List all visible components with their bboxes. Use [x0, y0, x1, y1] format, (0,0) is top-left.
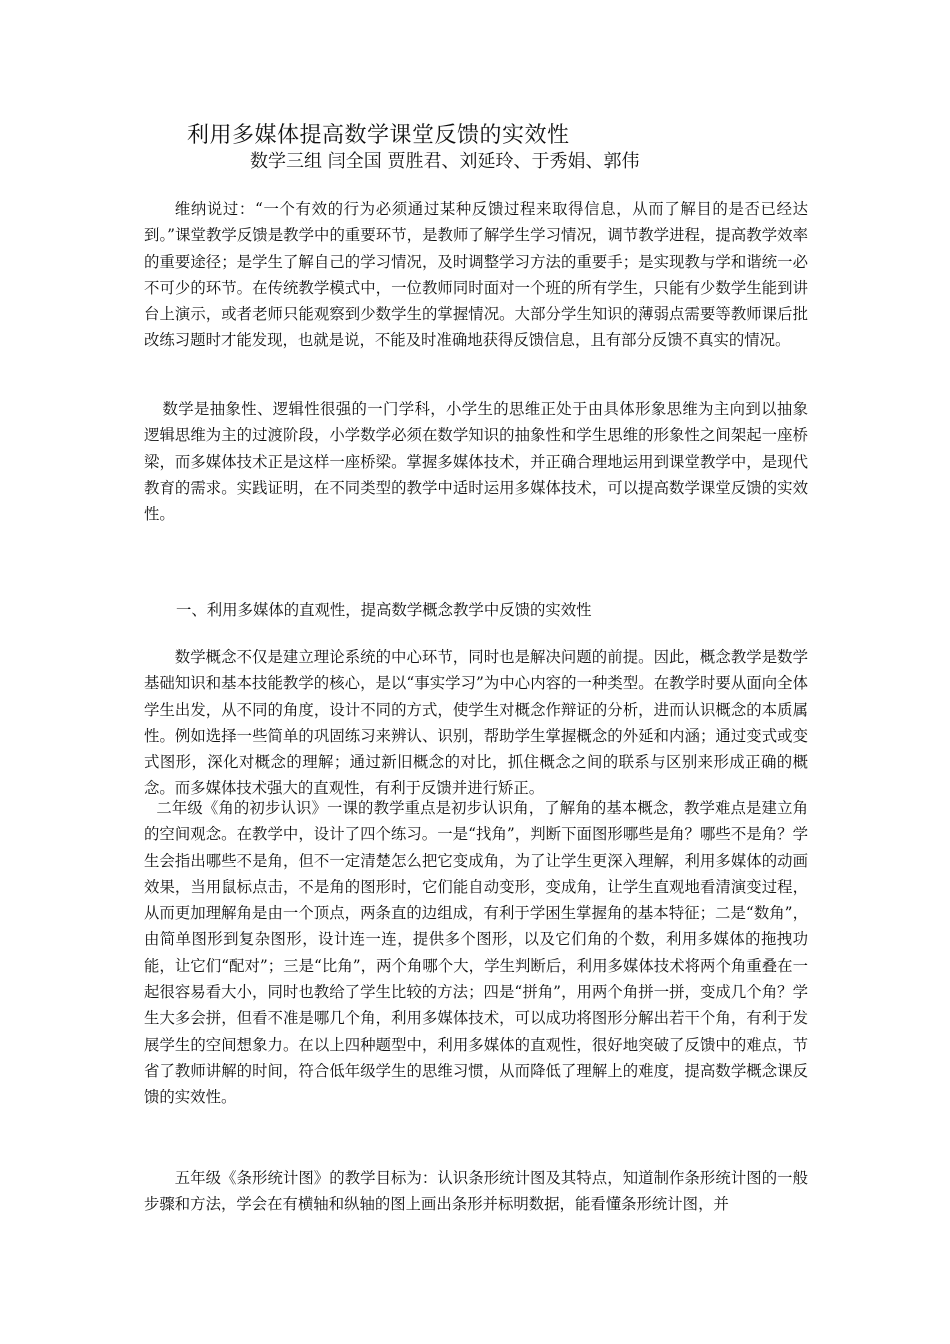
section1-paragraph-2: 二年级《角的初步认识》一课的教学重点是初步认识角，了解角的基本概念，教学难点是建立角的空间观念。在教学中，设计了四个练习。一是“找角”，判断下面图形哪些是角？哪些不是角？学生会指出哪些不是角，但不一定清楚怎么把它变成角，为了让学生更深入理解，利用多媒体的动画效果，当用鼠标点击，不是角的图形时，它们能自动变形，变成角，让学生直观地看清演变过程，从而更加理解角是由一个顶点，两条直的边组成，有利于学困生掌握角的基本特征；二是“数角”，由简单图形到复杂图形，设计连一连，提供多个图形，以及它们角的个数，利用多媒体的拖拽功能，让它们“配对”；三是“比角”，两个角哪个大，学生判断后，利用多媒体技术将两个角重叠在一起很容易看大小，同时也教给了学生比较的方法；四是“拼角”，用两个角拼一拼，变成几个角？学生大多会拼，但看不准是哪几个角，利用多媒体技术，可以成功将图形分解出若干个角，有利于发展学生的空间想象力。在以上四种题型中，利用多媒体的直观性，很好地突破了反馈中的难点，节省了教师讲解的时间，符合低年级学生的思维习惯，从而降低了理解上的难度，提高数学概念课反馈的实效性。: [144, 799, 808, 1107]
document-title: 利用多媒体提高数学课堂反馈的实效性: [187, 123, 570, 148]
intro-paragraph-2: 数学是抽象性、逻辑性很强的一门学科，小学生的思维正处于由具体形象思维为主向到以抽象逻辑思维为主的过渡阶段，小学数学必须在数学知识的抽象性和学生思维的形象性之间架起一座桥梁，而多媒体技术正是这样一座桥梁。掌握多媒体技术，并正确合理地运用到课堂教学中，是现代教育的需求。实践证明，在不同类型的教学中适时运用多媒体技术，可以提高数学课堂反馈的实效性。: [144, 400, 808, 524]
intro-paragraph-1: 维纳说过：“一个有效的行为必须通过某种反馈过程来取得信息，从而了解目的是否已经达到。”课堂教学反馈是教学中的重要环节，是教师了解学生学习情况，调节教学进程，提高教学效率的重要途径；是学生了解自己的学习情况，及时调整学习方法的重要手；是实现教与学和谐统一必不可少的环节。在传统教学模式中，一位教师同时面对一个班的所有学生，只能有少数学生能到讲台上演示，或者老师只能观察到少数学生的掌握情况。大部分学生知识的薄弱点需要等教师课后批改练习题时才能发现，也就是说，不能及时准确地获得反馈信息，且有部分反馈不真实的情况。: [144, 200, 808, 350]
section-heading-1: 一、利用多媒体的直观性，提高数学概念教学中反馈的实效性: [176, 601, 592, 619]
section1-paragraph-1: 数学概念不仅是建立理论系统的中心环节，同时也是解决问题的前提。因此，概念教学是数学基础知识和基本技能教学的核心，是以“事实学习”为中心内容的一种类型。在教学时要从面向全体学生出发，从不同的角度，设计不同的方式，使学生对概念作辩证的分析，进而认识概念的本质属性。例如选择一些简单的巩固练习来辨认、识别，帮助学生掌握概念的外延和内涵；通过变式或变式图形，深化对概念的理解；通过新旧概念的对比，抓住概念之间的联系与区别来形成正确的概念。而多媒体技术强大的直观性，有利于反馈并进行矫正。: [144, 648, 808, 798]
section1-paragraph-3: 五年级《条形统计图》的教学目标为：认识条形统计图及其特点，知道制作条形统计图的一般步骤和方法，学会在有横轴和纵轴的图上画出条形并标明数据，能看懂条形统计图，并: [144, 1169, 808, 1214]
document-authors: 数学三组 闫全国 贾胜君、刘延玲、于秀娟、郭伟: [250, 151, 640, 172]
